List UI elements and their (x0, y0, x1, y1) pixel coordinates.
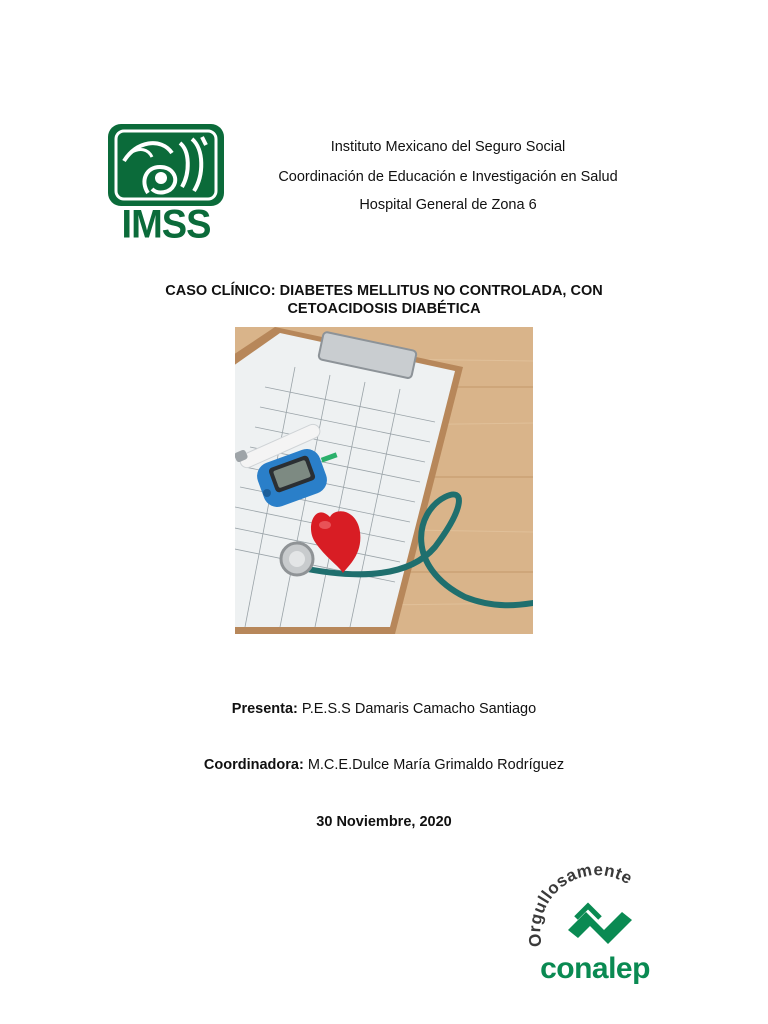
hospital-name: Hospital General de Zona 6 (359, 197, 537, 213)
stethoscope-chestpiece-icon (281, 543, 313, 575)
conalep-logo (528, 860, 662, 992)
conalep-emblem-icon (528, 860, 662, 960)
conalep-wordmark: conalep (540, 952, 650, 985)
coordinator-label: Coordinadora: (203, 757, 304, 773)
title-line-2: CETOACIDOSIS DIABÉTICA (287, 301, 481, 317)
title-line-1: CASO CLÍNICO: DIABETES MELLITUS NO CONTROLADA, CON (165, 283, 603, 299)
document-title (120, 282, 648, 318)
coordinator-name: M.C.E.Dulce María Grimaldo Rodríguez (303, 757, 565, 773)
imss-wordmark: IMSS (121, 202, 211, 248)
conalep-symbol-icon (568, 906, 632, 944)
presenter-label: Presenta: (231, 701, 298, 717)
institution-name: Instituto Mexicano del Seguro Social (330, 139, 566, 155)
coordinator-line (0, 757, 768, 773)
svg-text:Orgullosamente (528, 860, 636, 948)
document-date: 30 Noviembre, 2020 (316, 814, 452, 830)
cover-photo (235, 327, 533, 634)
conalep-motto: ullosamente (528, 860, 636, 917)
department-name: Coordinación de Educación e Investigación en Salud (278, 169, 618, 185)
presenter-name: P.E.S.S Damaris Camacho Santiago (297, 701, 537, 717)
imss-logo (106, 123, 226, 248)
presenter-line (0, 701, 768, 717)
